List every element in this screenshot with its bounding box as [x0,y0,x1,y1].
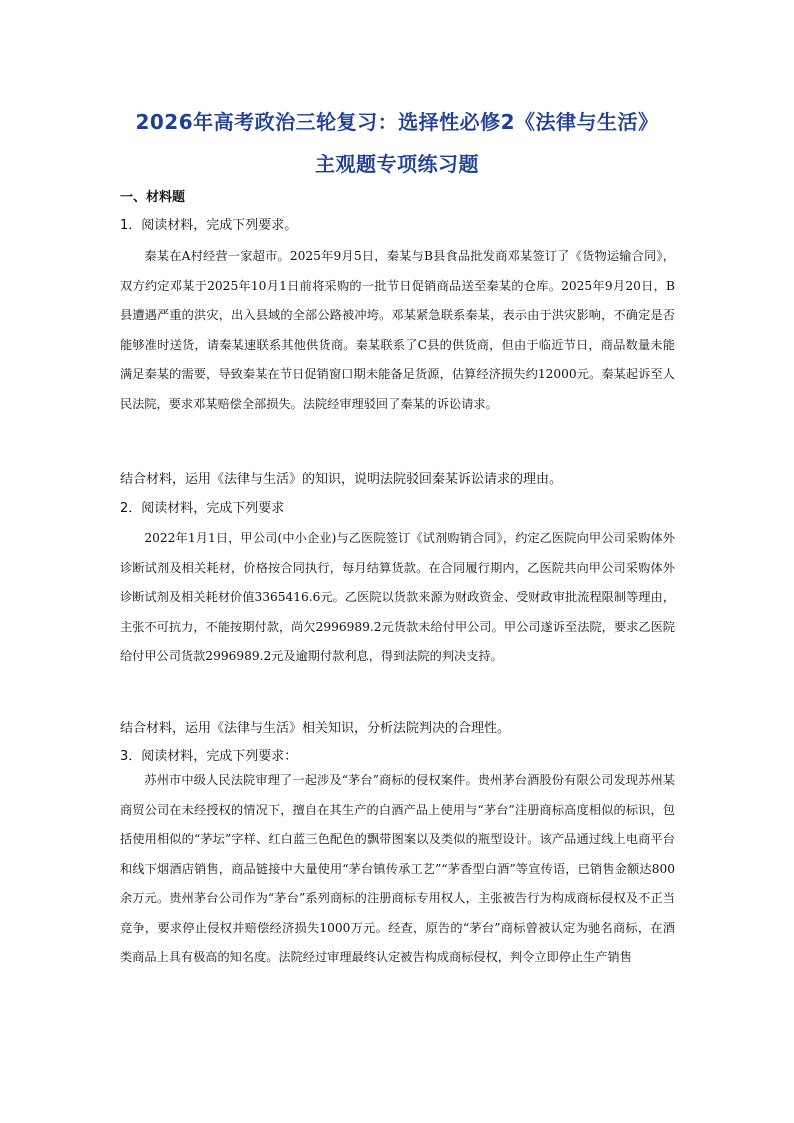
question-3-prompt: 3．阅读材料，完成下列要求： [120,749,298,764]
document-title-line2: 主观题专项练习题 [315,152,479,176]
question-2-material: 2022年1月1日，甲公司(中小企业)与乙医院签订《试剂购销合同》，约定乙医院向甲公司采购体外诊断试剂及相关耗材，价格按合同执行，每月结算货款。在合同履行期内，乙医院共向甲公司采购体外诊断试剂及相关耗材价值3365416.6元。乙医院以货款来源为财政资金、受财政审批流程限制等理由，主张不可抗力，不能按期付款，尚欠2996989.2元货款未给付甲公司。甲公司遂诉至法院，要求乙医院给付甲公司货款2996989.2元及逾期付款利息，得到法院的判决支持。 [120,531,675,663]
question-1-task: 结合材料，运用《法律与生活》的知识，说明法院驳回秦某诉讼请求的理由。 [120,472,563,487]
question-1-prompt: 1．阅读材料，完成下列要求。 [120,218,298,233]
section-heading: 一、材料题 [120,190,186,205]
question-2-prompt: 2．阅读材料，完成下列要求 [120,501,285,516]
question-2-task: 结合材料，运用《法律与生活》相关知识，分析法院判决的合理性。 [120,721,511,736]
document-title-line1: 2026年高考政治三轮复习：选择性必修2《法律与生活》 [135,110,659,134]
question-1-material: 秦某在A村经营一家超市。2025年9月5日，秦某与B县食品批发商邓某签订了《货物运输合同》，双方约定邓某于2025年10月1日前将采购的一批节日促销商品送至秦某的仓库。2025年9月20日，B县遭遇严重的洪灾，出入县域的全部公路被冲垮。邓某紧急联系秦某，表示由于洪灾影响，不确定是否能够准时送货，请秦某速联系其他供货商。秦某联系了C县的供货商，但由于临近节日，商品数量未能满足秦某的需要，导致秦某在节日促销窗口期未能备足货源，估算经济损失约12000元。秦某起诉至人民法院，要求邓某赔偿全部损失。法院经审理驳回了秦某的诉讼请求。 [120,249,675,411]
question-3-material: 苏州市中级人民法院审理了一起涉及“茅台”商标的侵权案件。贵州茅台酒股份有限公司发现苏州某商贸公司在未经授权的情况下，擅自在其生产的白酒产品上使用与“茅台”注册商标高度相似的标识，包括使用相似的“茅坛”字样、红白蓝三色配色的飘带图案以及类似的瓶型设计。该产品通过线上电商平台和线下烟酒店销售，商品链接中大量使用“茅台镇传承工艺”“茅香型白酒”等宣传语，已销售金额达800余万元。贵州茅台公司作为“茅台”系列商标的注册商标专用权人，主张被告行为构成商标侵权及不正当竞争，要求停止侵权并赔偿经济损失1000万元。经查，原告的“茅台”商标曾被认定为驰名商标，在酒类商品上具有极高的知名度。法院经过审理最终认定被告构成商标侵权，判令立即停止生产销售 [120,773,675,964]
